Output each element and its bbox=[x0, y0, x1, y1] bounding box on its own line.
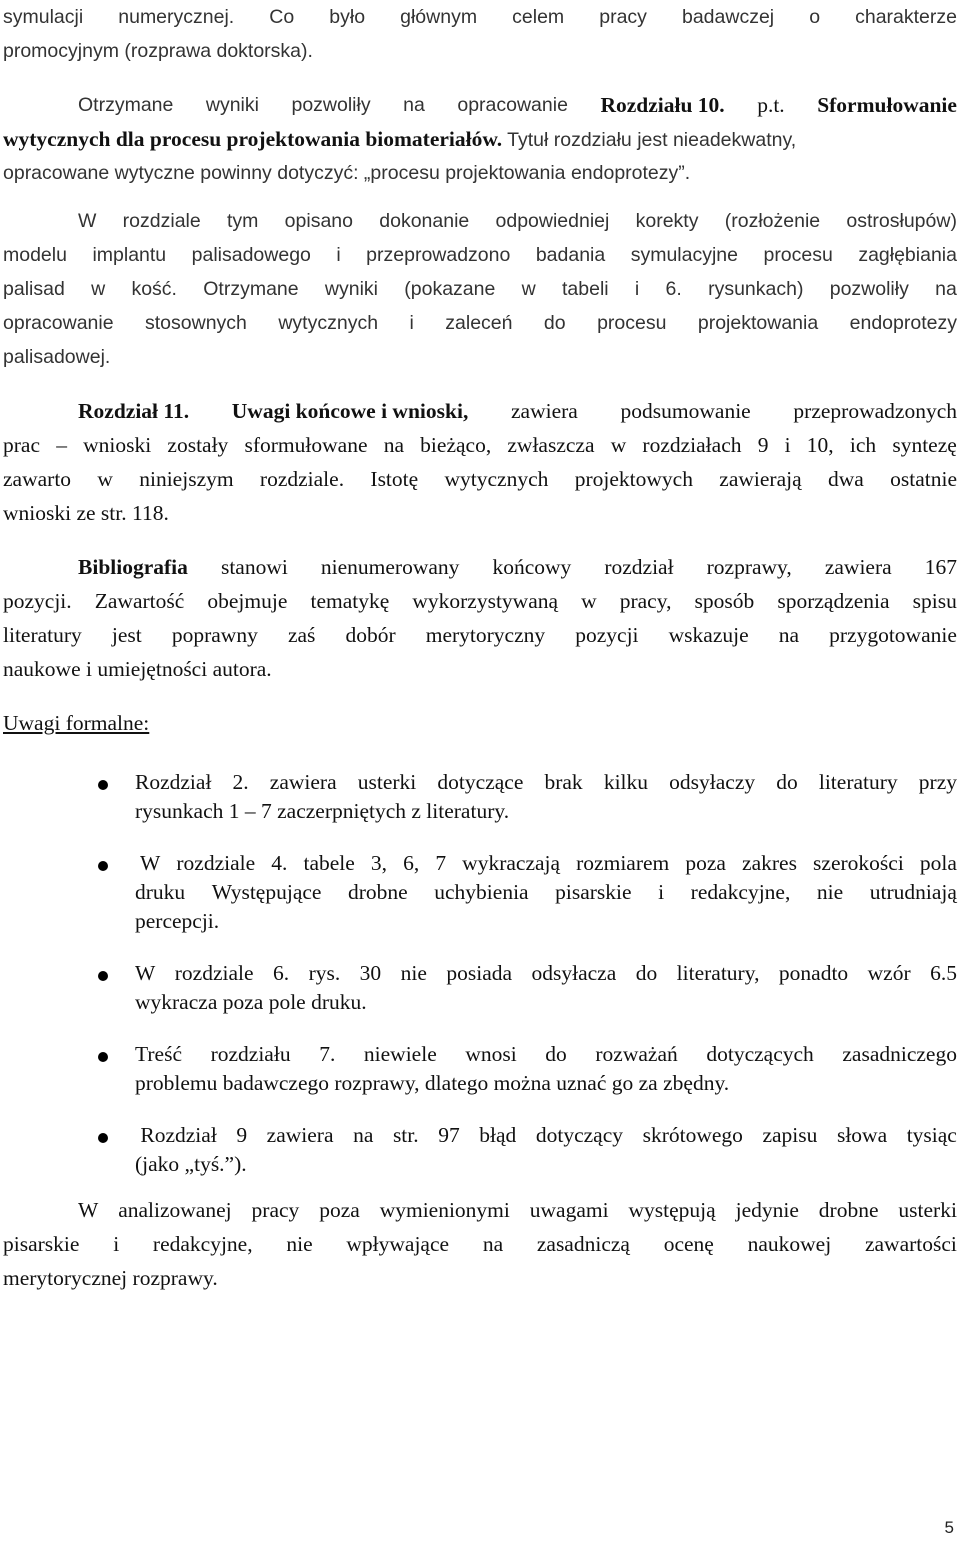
word: o bbox=[809, 6, 821, 28]
word: opisano bbox=[284, 210, 353, 232]
word: wnosi bbox=[465, 1042, 517, 1066]
word: W bbox=[135, 961, 156, 985]
word: i bbox=[336, 244, 341, 266]
word: ich bbox=[849, 433, 877, 457]
word: wytycznych bbox=[278, 312, 379, 334]
word: do bbox=[545, 1042, 567, 1066]
list-item bbox=[3, 1121, 957, 1179]
word: głównym bbox=[400, 6, 478, 28]
word: pozycji bbox=[575, 623, 639, 647]
word: brak bbox=[544, 770, 583, 794]
word: i bbox=[658, 880, 665, 904]
list-item bbox=[3, 1040, 957, 1098]
word: na bbox=[935, 278, 957, 300]
text-line: rysunkach 1 – 7 zaczerpniętych z literatury. bbox=[135, 799, 510, 823]
word: pisarskie bbox=[3, 1232, 80, 1256]
justified-line: Rozdział 11. Uwagi końcowe i wnioski, zawiera podsumowanie przeprowadzonych bbox=[78, 399, 957, 423]
word: projektowania bbox=[697, 312, 819, 334]
word: 7 bbox=[435, 851, 447, 875]
word: dokonanie bbox=[379, 210, 470, 232]
word: dotyczących bbox=[706, 1042, 814, 1066]
word: Zawartość bbox=[94, 589, 185, 613]
word: wytycznych bbox=[444, 467, 549, 491]
word: 2. bbox=[232, 770, 249, 794]
word: dotyczące bbox=[437, 770, 524, 794]
word: rys. bbox=[308, 961, 341, 985]
word: 6, bbox=[403, 851, 420, 875]
word: w bbox=[610, 433, 627, 457]
word: syntezę bbox=[892, 433, 957, 457]
word: korekty bbox=[635, 210, 699, 232]
word: stosownych bbox=[145, 312, 247, 334]
text-line: wykracza poza pole druku. bbox=[135, 990, 367, 1014]
word: celem bbox=[512, 6, 565, 28]
word: modelu bbox=[3, 244, 67, 266]
word: 7. bbox=[319, 1042, 336, 1066]
word: zawierają bbox=[719, 467, 802, 491]
paragraph-chapter-10 bbox=[3, 88, 957, 190]
word: 6.5 bbox=[930, 961, 957, 985]
word: procesu bbox=[763, 244, 833, 266]
word: wpływające bbox=[346, 1232, 450, 1256]
word: zakres bbox=[742, 851, 797, 875]
word: dobór bbox=[345, 623, 396, 647]
word: 3, bbox=[370, 851, 388, 875]
justified-line bbox=[135, 878, 957, 907]
list-gap bbox=[3, 826, 957, 849]
word: przygotowanie bbox=[829, 623, 957, 647]
word: tabele bbox=[303, 851, 355, 875]
word: symulacyjne bbox=[630, 244, 738, 266]
word: przy bbox=[918, 770, 957, 794]
word: zapisu bbox=[762, 1123, 818, 1147]
list-gap bbox=[3, 1017, 957, 1040]
paragraph-gap bbox=[3, 686, 957, 706]
word: projektowych bbox=[574, 467, 693, 491]
bullet-list bbox=[3, 768, 957, 1179]
word: endoprotezy bbox=[849, 312, 957, 334]
word: na bbox=[778, 623, 800, 647]
paragraph-gap bbox=[3, 190, 957, 204]
word: zawiera bbox=[269, 770, 337, 794]
word: do bbox=[543, 312, 566, 334]
list-gap bbox=[3, 936, 957, 959]
word: 10, bbox=[806, 433, 834, 457]
word: dwa bbox=[827, 467, 864, 491]
word: merytoryczny bbox=[425, 623, 546, 647]
word: (pokazane bbox=[404, 278, 496, 300]
word: drobne bbox=[348, 880, 408, 904]
word: wykorzystywaną bbox=[412, 589, 559, 613]
word: 9 bbox=[236, 1123, 248, 1147]
word: rozdziale bbox=[174, 961, 254, 985]
word: rozmiarem bbox=[576, 851, 670, 875]
word: bieżąco, bbox=[420, 433, 492, 457]
word: pozwoliły bbox=[829, 278, 909, 300]
word: utrudniają bbox=[869, 880, 957, 904]
word: uwagami bbox=[529, 1198, 609, 1222]
paragraph-summary bbox=[3, 1193, 957, 1295]
word: pola bbox=[919, 851, 957, 875]
text-line: merytorycznej rozprawy. bbox=[3, 1266, 218, 1290]
word: i bbox=[409, 312, 414, 334]
word: rozdziale. bbox=[259, 467, 345, 491]
word: drobne bbox=[818, 1198, 879, 1222]
word: redakcyjne, bbox=[152, 1232, 253, 1256]
word: rysunkach) bbox=[708, 278, 804, 300]
justified-line bbox=[3, 204, 957, 238]
word: 6. bbox=[665, 278, 682, 300]
word: zawiera bbox=[266, 1123, 334, 1147]
word: pracy bbox=[599, 6, 647, 28]
text-line: problemu badawczego rozprawy, dlatego można uznać go za zbędny. bbox=[135, 1071, 730, 1095]
word: literatury bbox=[818, 770, 898, 794]
word: – bbox=[56, 433, 67, 457]
text-line: naukowe i umiejętności autora. bbox=[3, 657, 272, 681]
word: usterki bbox=[898, 1198, 957, 1222]
word: niewiele bbox=[363, 1042, 437, 1066]
word: kość. bbox=[131, 278, 177, 300]
word: tematykę bbox=[310, 589, 390, 613]
word: Rozdział bbox=[135, 770, 212, 794]
word: rozdziału bbox=[210, 1042, 291, 1066]
bullet-icon bbox=[98, 971, 108, 981]
word: W bbox=[78, 210, 97, 232]
word: skrótowego bbox=[642, 1123, 743, 1147]
word: spisu bbox=[912, 589, 957, 613]
word: nie bbox=[400, 961, 427, 985]
text-line: wytycznych dla procesu projektowania biomateriałów. Tytuł rozdziału jest nieadekwatny, bbox=[3, 127, 797, 151]
word: rozdziale bbox=[176, 851, 256, 875]
word: poprawny bbox=[171, 623, 258, 647]
word: str. bbox=[392, 1123, 419, 1147]
word: numerycznej. bbox=[118, 6, 235, 28]
word: błąd bbox=[479, 1123, 517, 1147]
word: w bbox=[97, 467, 113, 491]
word: sposób bbox=[694, 589, 755, 613]
justified-line bbox=[135, 1040, 957, 1069]
word: (rozłożenie bbox=[724, 210, 821, 232]
word: literatury, bbox=[676, 961, 760, 985]
word: słowa bbox=[836, 1123, 888, 1147]
word: nie bbox=[286, 1232, 313, 1256]
word: palisadowego bbox=[191, 244, 311, 266]
justified-line: Otrzymane wyniki pozwoliły na opracowanie Rozdziału 10. p.t. Sformułowanie bbox=[3, 88, 957, 122]
word: jest bbox=[111, 623, 142, 647]
justified-line bbox=[3, 306, 957, 340]
paragraph-gap bbox=[3, 530, 957, 550]
word: w bbox=[521, 278, 536, 300]
word: pozycji. bbox=[3, 589, 72, 613]
word: Istotę bbox=[370, 467, 419, 491]
bullet-icon bbox=[98, 1133, 108, 1143]
word: Występujące bbox=[211, 880, 322, 904]
paragraph-chapter-11 bbox=[3, 394, 957, 530]
word: i bbox=[784, 433, 791, 457]
page-number: 5 bbox=[944, 1518, 954, 1537]
justified-line bbox=[3, 428, 957, 462]
text-line: (jako „tyś.”). bbox=[135, 1152, 247, 1176]
word: występują bbox=[628, 1198, 716, 1222]
paragraph-gap bbox=[3, 68, 957, 88]
word: obejmuje bbox=[207, 589, 288, 613]
list-item bbox=[3, 768, 957, 826]
word: sformułowane bbox=[244, 433, 368, 457]
justified-line bbox=[3, 1193, 957, 1227]
paragraph-correction bbox=[3, 204, 957, 374]
word: szerokości bbox=[813, 851, 904, 875]
word: implantu bbox=[92, 244, 167, 266]
word: tym bbox=[226, 210, 259, 232]
word: posiada bbox=[446, 961, 513, 985]
text-line: opracowane wytyczne powinny dotyczyć: „procesu projektowania endoprotezy”. bbox=[3, 162, 691, 184]
word: naukowej bbox=[747, 1232, 832, 1256]
word: wymienionymi bbox=[379, 1198, 510, 1222]
word: sporządzenia bbox=[777, 589, 890, 613]
text-line: wnioski ze str. 118. bbox=[3, 501, 169, 525]
word: tabeli bbox=[562, 278, 609, 300]
word: wyniki bbox=[324, 278, 378, 300]
word: było bbox=[329, 6, 366, 28]
word: 30 bbox=[359, 961, 382, 985]
word: opracowanie bbox=[3, 312, 114, 334]
word: zasadniczego bbox=[842, 1042, 957, 1066]
word: W bbox=[135, 851, 161, 875]
word: palisad bbox=[3, 278, 65, 300]
word: pracy, bbox=[619, 589, 672, 613]
bullet-icon bbox=[98, 1052, 108, 1062]
word: 6. bbox=[272, 961, 290, 985]
document-page bbox=[3, 0, 957, 1295]
word: zwłaszcza bbox=[507, 433, 595, 457]
justified-line bbox=[3, 618, 957, 652]
text-line: percepcji. bbox=[135, 909, 220, 933]
word: kilku bbox=[603, 770, 649, 794]
word: tysiąc bbox=[906, 1123, 957, 1147]
justified-line bbox=[3, 272, 957, 306]
word: poza bbox=[685, 851, 726, 875]
word: Otrzymane bbox=[203, 278, 299, 300]
word: druku bbox=[135, 880, 186, 904]
word: odpowiedniej bbox=[495, 210, 610, 232]
word: zasadniczą bbox=[536, 1232, 630, 1256]
word: zaś bbox=[287, 623, 316, 647]
word: zostały bbox=[167, 433, 229, 457]
justified-line bbox=[3, 0, 957, 34]
justified-line: Bibliografia stanowi nienumerowany końcowy rozdział rozprawy, zawiera 167 bbox=[78, 555, 957, 579]
chapter-reference: Rozdziału 10. bbox=[600, 93, 725, 117]
word: niniejszym bbox=[139, 467, 234, 491]
word: pracy bbox=[251, 1198, 300, 1222]
justified-line bbox=[135, 768, 957, 797]
word: odsyłaczy bbox=[669, 770, 756, 794]
word: i bbox=[113, 1232, 120, 1256]
word: poza bbox=[319, 1198, 360, 1222]
word: literatury bbox=[3, 623, 82, 647]
text-line: palisadowej. bbox=[3, 346, 111, 368]
word: zaleceń bbox=[445, 312, 513, 334]
word: na bbox=[353, 1123, 374, 1147]
word: procesu bbox=[597, 312, 667, 334]
text-line: promocyjnym (rozprawa doktorska). bbox=[3, 40, 313, 62]
word: ocenę bbox=[663, 1232, 714, 1256]
list-item bbox=[3, 849, 957, 936]
justified-line bbox=[135, 1121, 957, 1150]
word: rozważań bbox=[595, 1042, 678, 1066]
word: nie bbox=[816, 880, 844, 904]
word: wzór bbox=[867, 961, 911, 985]
word: i bbox=[634, 278, 640, 300]
word: W bbox=[78, 1198, 99, 1222]
bullet-icon bbox=[98, 780, 108, 790]
word: badawczej bbox=[681, 6, 775, 28]
word: prac bbox=[3, 433, 40, 457]
word: zagłębiania bbox=[858, 244, 957, 266]
word: pisarskie bbox=[555, 880, 632, 904]
word: 4. bbox=[271, 851, 288, 875]
word: w bbox=[581, 589, 597, 613]
paragraph-bibliography bbox=[3, 550, 957, 686]
word: Rozdział bbox=[135, 1123, 217, 1147]
justified-line bbox=[3, 584, 957, 618]
word: wnioski bbox=[83, 433, 152, 457]
paragraph-gap bbox=[3, 374, 957, 394]
word: wykraczają bbox=[462, 851, 561, 875]
word: odsyłacza bbox=[531, 961, 617, 985]
word: symulacji bbox=[3, 6, 84, 28]
word: Co bbox=[269, 6, 295, 28]
word: 9 bbox=[757, 433, 769, 457]
justified-line bbox=[3, 1227, 957, 1261]
word: Treść bbox=[135, 1042, 182, 1066]
word: redakcyjne, bbox=[690, 880, 791, 904]
word: zawarto bbox=[3, 467, 72, 491]
word: do bbox=[635, 961, 658, 985]
justified-line bbox=[135, 959, 957, 988]
word: rozdziałach bbox=[642, 433, 742, 457]
word: jedynie bbox=[735, 1198, 799, 1222]
word: wskazuje bbox=[668, 623, 749, 647]
word: 97 bbox=[438, 1123, 460, 1147]
list-item bbox=[3, 959, 957, 1017]
word: w bbox=[91, 278, 106, 300]
justified-line bbox=[3, 462, 957, 496]
paragraph-gap bbox=[3, 1179, 957, 1193]
heading-gap bbox=[3, 740, 957, 768]
section-heading: Uwagi formalne: bbox=[3, 711, 150, 735]
word: ostrosłupów) bbox=[846, 210, 957, 232]
word: dotyczący bbox=[535, 1123, 624, 1147]
word: uchybienia bbox=[434, 880, 529, 904]
word: przeprowadzono bbox=[366, 244, 511, 266]
word: badania bbox=[535, 244, 606, 266]
word: na bbox=[482, 1232, 504, 1256]
bullet-icon bbox=[98, 861, 108, 871]
word: ponadto bbox=[778, 961, 849, 985]
word: na bbox=[383, 433, 404, 457]
word: charakterze bbox=[855, 6, 957, 28]
word: ostatnie bbox=[890, 467, 957, 491]
paragraph-continuation bbox=[3, 0, 957, 68]
word: usterki bbox=[357, 770, 417, 794]
justified-line bbox=[135, 849, 957, 878]
word: do bbox=[776, 770, 798, 794]
list-gap bbox=[3, 1098, 957, 1121]
word: rozdziale bbox=[122, 210, 201, 232]
word: zawartości bbox=[864, 1232, 957, 1256]
justified-line bbox=[3, 238, 957, 272]
word: analizowanej bbox=[118, 1198, 232, 1222]
